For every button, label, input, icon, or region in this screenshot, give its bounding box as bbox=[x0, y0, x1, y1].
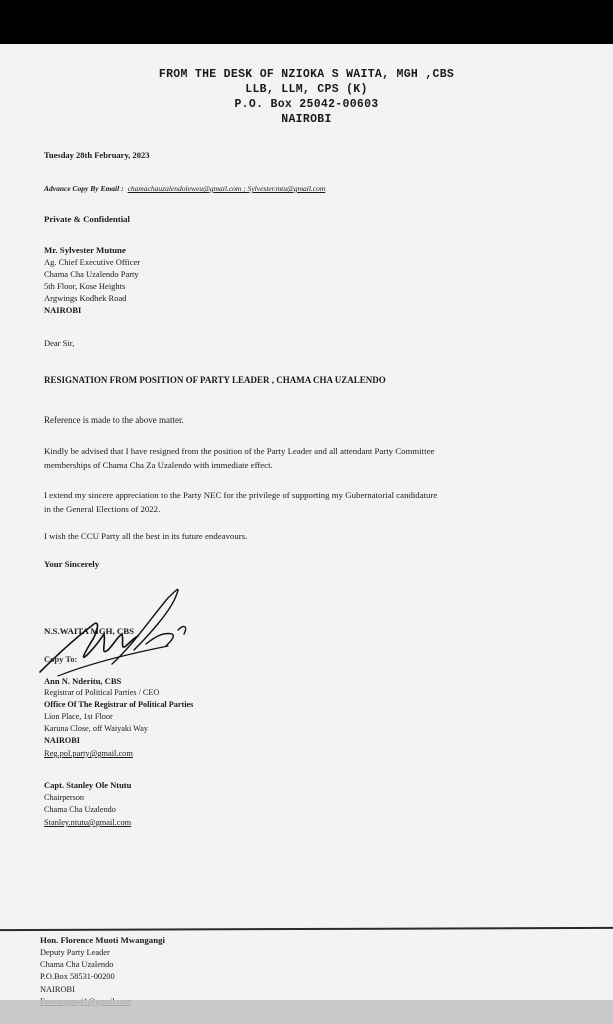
salutation: Dear Sir, bbox=[44, 338, 75, 348]
bottom-gray-strip bbox=[0, 1000, 613, 1024]
body-paragraph-1: Reference is made to the above matter. bbox=[44, 415, 184, 425]
letterhead-line-4: NAIROBI bbox=[281, 113, 332, 126]
cc1-street: Karuna Close, off Waiyaki Way bbox=[44, 724, 148, 733]
subject-line: RESIGNATION FROM POSITION OF PARTY LEADER , CHAMA CHA UZALENDO bbox=[44, 375, 386, 385]
addressee-org: Chama Cha Uzalendo Party bbox=[44, 269, 139, 279]
cc3-city: NAIROBI bbox=[40, 985, 75, 994]
cc2-name: Capt. Stanley Ole Ntutu bbox=[44, 780, 132, 790]
cc3-title: Deputy Party Leader bbox=[40, 948, 110, 957]
advance-copy bbox=[44, 178, 325, 196]
body-paragraph-3a: I extend my sincere appreciation to the Party NEC for the privilege of supporting my Gubernatorial candidature bbox=[44, 490, 438, 500]
closing: Your Sincerely bbox=[44, 559, 100, 569]
body-paragraph-3b: in the General Elections of 2022. bbox=[44, 504, 161, 514]
private-confidential: Private & Confidential bbox=[44, 214, 131, 224]
letterhead-line-2: LLB, LLM, CPS (K) bbox=[245, 83, 368, 96]
cc3-name: Hon. Florence Muoti Mwangangi bbox=[40, 935, 165, 945]
letterhead-line-3: P.O. Box 25042-00603 bbox=[234, 98, 379, 111]
cc1-name: Ann N. Nderitu, CBS bbox=[44, 676, 122, 686]
body-paragraph-4: I wish the CCU Party all the best in its future endeavours. bbox=[44, 531, 248, 541]
cc2-email[interactable]: Stanley.ntutu@gmail.com bbox=[44, 818, 132, 827]
addressee-name: Mr. Sylvester Mutune bbox=[44, 245, 126, 255]
cc1-city: NAIROBI bbox=[44, 736, 80, 745]
top-black-bar bbox=[0, 0, 613, 44]
cc1-place: Lion Place, 1st Floor bbox=[44, 712, 113, 721]
addressee-city: NAIROBI bbox=[44, 305, 82, 315]
cc3-pobox: P.O.Box 58531-00200 bbox=[40, 972, 115, 981]
advance-copy-emails[interactable]: chamachauzalendoleweu@gmail.com ; Sylvester.mtu@gmail.com bbox=[127, 184, 326, 193]
letterhead-line-1: FROM THE DESK OF NZIOKA S WAITA, MGH ,CBS bbox=[158, 68, 455, 81]
cc1-email[interactable]: Reg.pol.party@gmail.com bbox=[44, 749, 133, 758]
cc2-title: Chairperson bbox=[44, 793, 85, 802]
addressee-floor: 5th Floor, Kose Heights bbox=[44, 281, 126, 291]
advance-copy-label: Advance Copy By Email : bbox=[44, 184, 124, 193]
cc1-title: Registrar of Political Parties / CEO bbox=[44, 688, 160, 697]
signatory-name: N.S.WAITA MGH, CBS bbox=[44, 626, 135, 636]
letter-page bbox=[0, 44, 613, 1024]
body-paragraph-2b: memberships of Chama Cha Za Uzalendo with immediate effect. bbox=[44, 460, 273, 470]
cc3-org: Chama Cha Uzalendo bbox=[40, 960, 114, 969]
addressee-title: Ag. Chief Executive Officer bbox=[44, 257, 141, 267]
addressee-road: Argwings Kodhek Road bbox=[44, 293, 127, 303]
horizontal-divider bbox=[0, 927, 613, 931]
cc2-org: Chama Cha Uzalendo bbox=[44, 805, 116, 814]
letter-date: Tuesday 28th February, 2023 bbox=[44, 150, 150, 160]
cc1-office: Office Of The Registrar of Political Parties bbox=[44, 700, 194, 709]
body-paragraph-2a: Kindly be advised that I have resigned from the position of the Party Leader and all attendant Party Committee bbox=[44, 446, 435, 456]
copy-to-label: Copy To: bbox=[44, 654, 78, 664]
